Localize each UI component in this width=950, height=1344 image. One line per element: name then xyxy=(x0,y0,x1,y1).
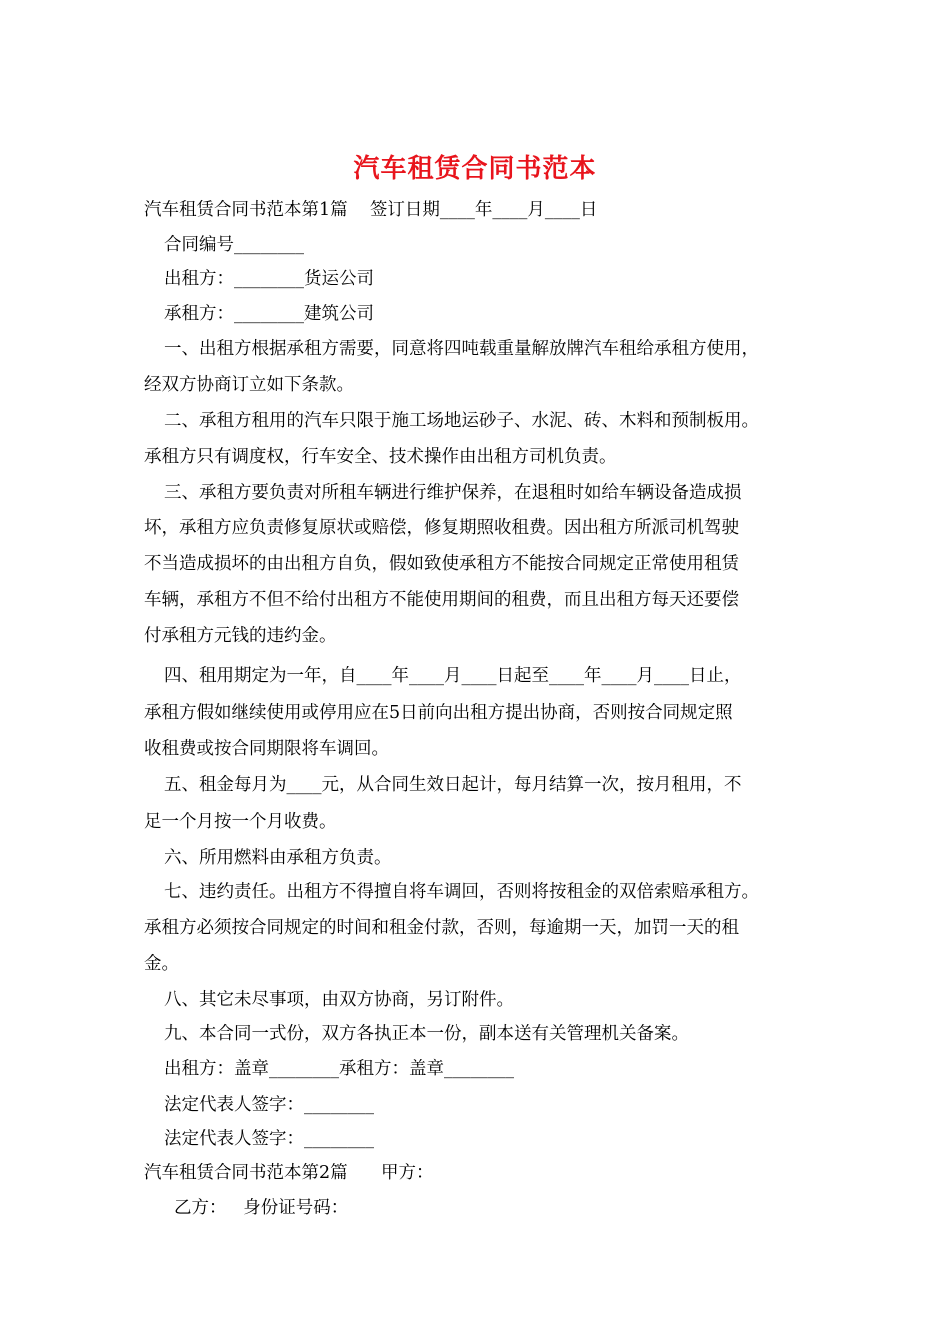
doc-line-29: 乙方： 身份证号码： xyxy=(174,1198,349,1218)
doc-line-18: 足一个月按一个月收费。 xyxy=(144,812,337,832)
doc-line-21: 承租方必须按合同规定的时间和租金付款，否则，每逾期一天，加罚一天的租 xyxy=(144,918,739,938)
doc-line-20: 七、违约责任。出租方不得擅自将车调回，否则将按租金的双倍索赔承租方。 xyxy=(164,882,759,902)
doc-line-8: 承租方只有调度权，行车安全、技术操作由出租方司机负责。 xyxy=(144,447,617,467)
doc-line-1: 汽车租赁合同书范本第1篇 签订日期____年____月____日 xyxy=(144,200,598,220)
doc-line-22: 金。 xyxy=(144,954,179,974)
doc-line-5: 一、出租方根据承租方需要，同意将四吨载重量解放牌汽车租给承租方使用， xyxy=(164,339,759,359)
document-title: 汽车租赁合同书范本 xyxy=(353,154,597,184)
doc-line-13: 付承租方元钱的违约金。 xyxy=(144,626,337,646)
doc-line-12: 车辆，承租方不但不给付出租方不能使用期间的租费，而且出租方每天还要偿 xyxy=(144,590,739,610)
doc-line-15: 承租方假如继续使用或停用应在5日前向出租方提出协商，否则按合同规定照 xyxy=(144,703,733,723)
doc-line-14: 四、租用期定为一年，自____年____月____日起至____年____月____日止， xyxy=(164,666,742,686)
doc-line-9: 三、承租方要负责对所租车辆进行维护保养，在退租时如给车辆设备造成损 xyxy=(164,483,742,503)
doc-line-17: 五、租金每月为____元，从合同生效日起计，每月结算一次，按月租用，不 xyxy=(164,775,742,795)
doc-line-27: 法定代表人签字：________ xyxy=(164,1129,374,1149)
doc-line-16: 收租费或按合同期限将车调回。 xyxy=(144,739,389,759)
doc-line-25: 出租方：盖章________承租方：盖章________ xyxy=(164,1059,514,1079)
doc-line-4: 承租方：________建筑公司 xyxy=(164,304,374,324)
doc-line-2: 合同编号________ xyxy=(164,235,304,255)
doc-line-23: 八、其它未尽事项，由双方协商，另订附件。 xyxy=(164,990,514,1010)
doc-line-26: 法定代表人签字：________ xyxy=(164,1095,374,1115)
doc-line-19: 六、所用燃料由承租方负责。 xyxy=(164,848,392,868)
doc-line-24: 九、本合同一式份，双方各执正本一份，副本送有关管理机关备案。 xyxy=(164,1024,689,1044)
doc-line-28: 汽车租赁合同书范本第2篇 甲方： xyxy=(144,1163,434,1183)
doc-line-10: 坏，承租方应负责修复原状或赔偿，修复期照收租费。因出租方所派司机驾驶 xyxy=(144,518,739,538)
doc-line-3: 出租方：________货运公司 xyxy=(164,269,374,289)
doc-line-7: 二、承租方租用的汽车只限于施工场地运砂子、水泥、砖、木料和预制板用。 xyxy=(164,411,759,431)
doc-line-6: 经双方协商订立如下条款。 xyxy=(144,375,354,395)
doc-line-11: 不当造成损坏的由出租方自负，假如致使承租方不能按合同规定正常使用租赁 xyxy=(144,554,739,574)
